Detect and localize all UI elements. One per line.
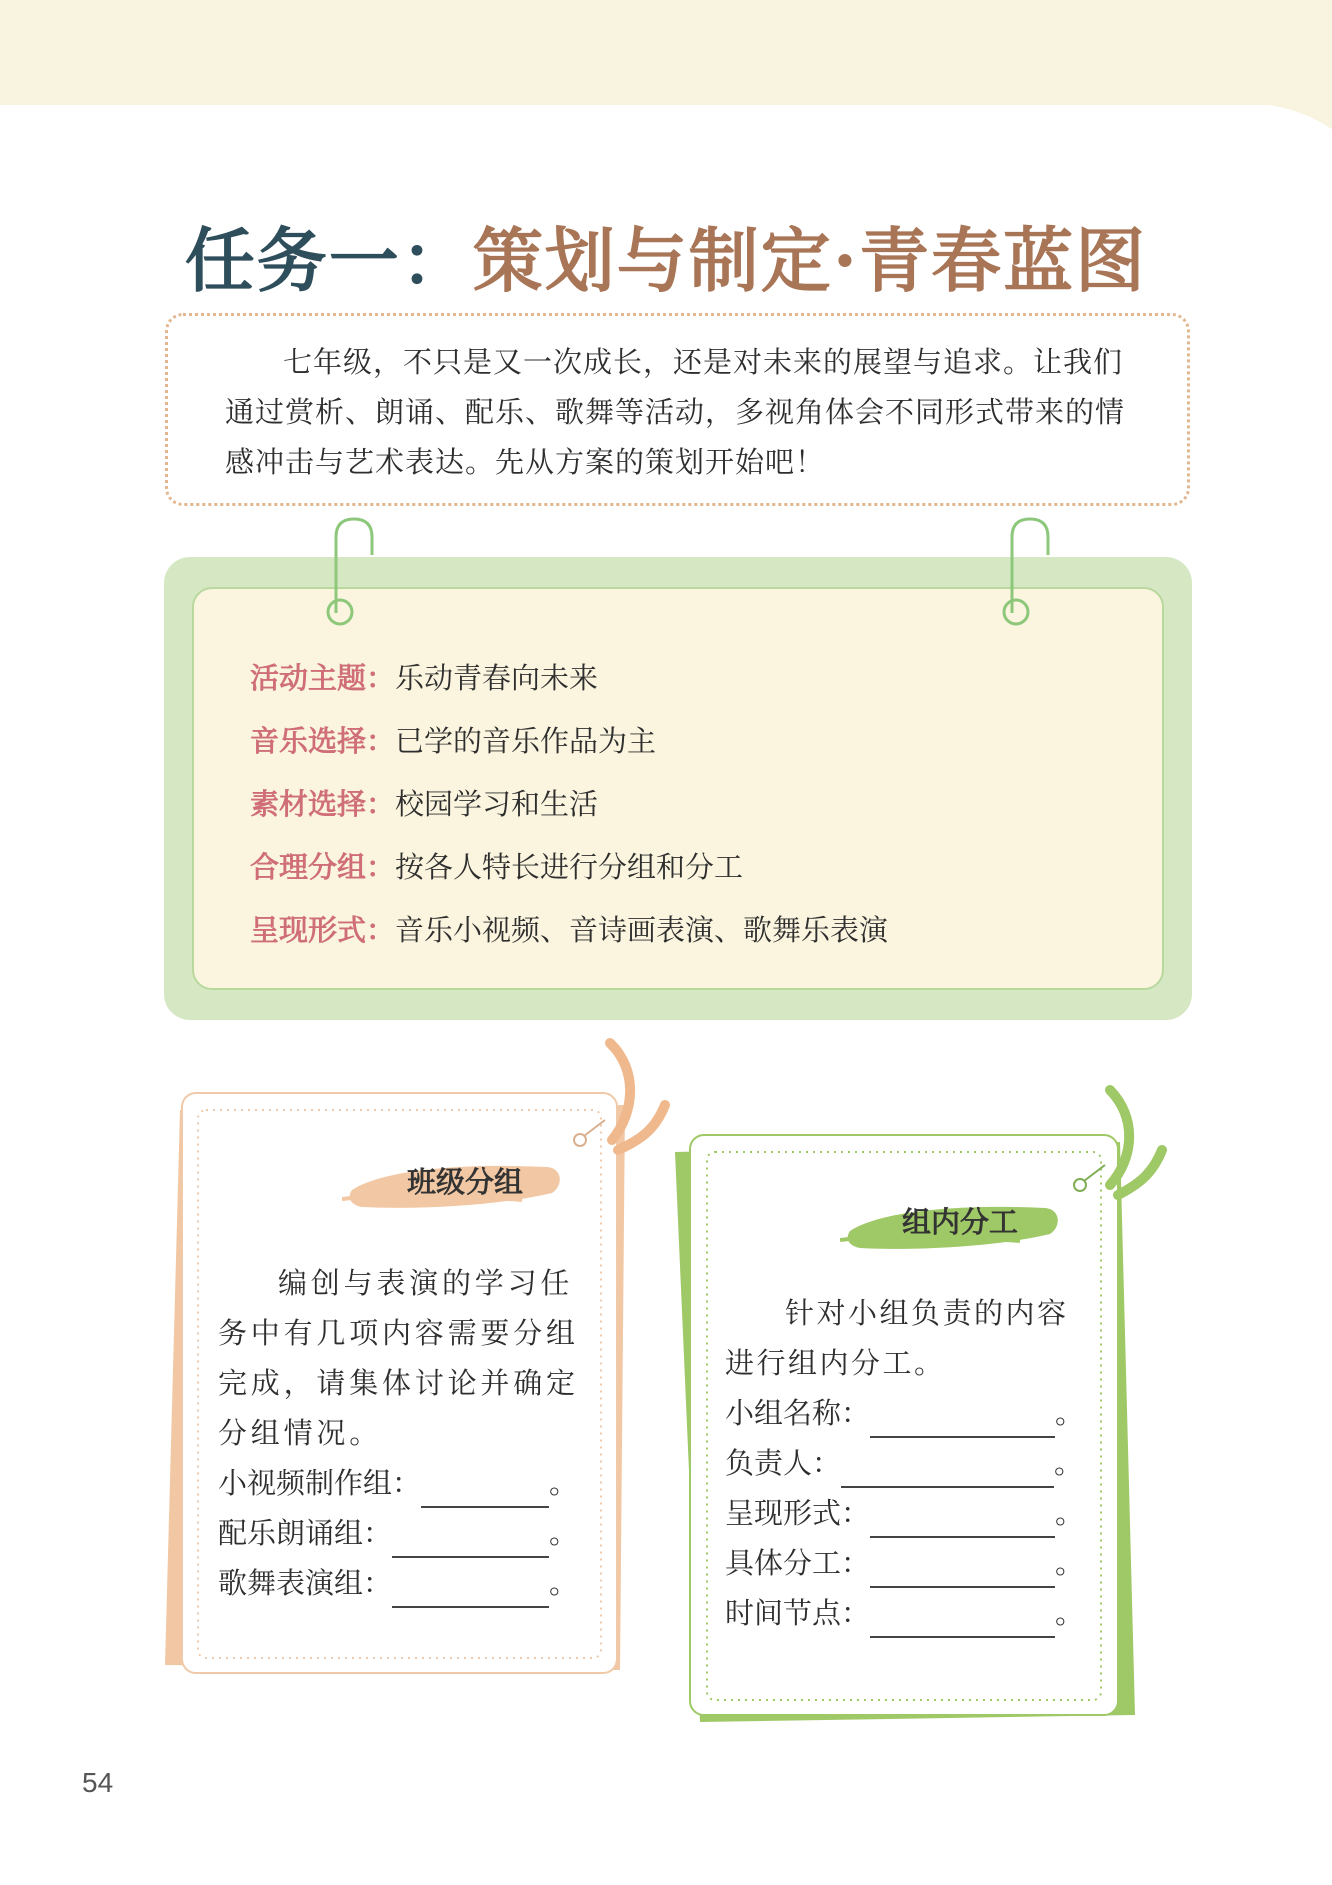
page-number: 54 xyxy=(82,1767,114,1798)
fill-line xyxy=(725,1588,1095,1638)
fill-end: 。 xyxy=(1055,1496,1085,1530)
plan-item-value: 乐动青春向未来 xyxy=(395,661,599,695)
fill-blank[interactable] xyxy=(870,1602,1055,1638)
class-group-heading: 班级分组 xyxy=(406,1165,523,1199)
fill-line xyxy=(725,1538,1095,1588)
fill-line xyxy=(725,1488,1095,1538)
fill-label: 歌舞表演组： xyxy=(218,1566,393,1600)
page-title xyxy=(0,205,1332,306)
fill-line xyxy=(218,1458,588,1508)
fill-blank[interactable] xyxy=(421,1472,549,1508)
intro-text: 七年级，不只是又一次成长，还是对未来的展望与追求。让我们通过赏析、朗诵、配乐、歌舞等活动，多视角体会不同形式带来的情感冲击与艺术表达。先从方案的策划开始吧！ xyxy=(225,345,1126,479)
title-main: 策划与制定·青春蓝图 xyxy=(472,219,1148,302)
fill-label: 小视频制作组： xyxy=(218,1466,422,1500)
division-content xyxy=(725,1288,1095,1638)
title-prefix: 任务一： xyxy=(184,219,473,302)
plan-item-label: 素材选择： xyxy=(250,787,396,821)
fill-label: 配乐朗诵组： xyxy=(218,1516,393,1550)
top-corner-curve xyxy=(1200,0,1332,150)
fill-blank[interactable] xyxy=(870,1402,1055,1438)
fill-line xyxy=(725,1388,1095,1438)
plan-item xyxy=(250,655,888,718)
plan-item-value: 音乐小视频、音诗画表演、歌舞乐表演 xyxy=(395,913,889,947)
plan-item-value: 校园学习和生活 xyxy=(395,787,599,821)
fill-label: 呈现形式： xyxy=(725,1496,871,1530)
plan-item xyxy=(250,844,888,907)
plan-item-label: 呈现形式： xyxy=(250,913,396,947)
division-heading: 组内分工 xyxy=(901,1205,1018,1239)
fill-line xyxy=(725,1438,1095,1488)
fill-end: 。 xyxy=(1054,1446,1084,1480)
fill-label: 具体分工： xyxy=(725,1546,871,1580)
top-decor-band xyxy=(0,0,1332,105)
plan-list xyxy=(250,655,888,970)
division-paragraph: 针对小组负责的内容进行组内分工。 xyxy=(725,1296,1069,1380)
fill-end: 。 xyxy=(549,1566,579,1600)
class-group-content xyxy=(218,1258,588,1608)
fill-line xyxy=(218,1558,588,1608)
fill-blank[interactable] xyxy=(870,1552,1055,1588)
fill-end: 。 xyxy=(1055,1596,1085,1630)
fill-label: 时间节点： xyxy=(725,1596,871,1630)
plan-item-label: 合理分组： xyxy=(250,850,396,884)
fill-end: 。 xyxy=(1055,1396,1085,1430)
plan-item-value: 已学的音乐作品为主 xyxy=(395,724,657,758)
fill-label: 负责人： xyxy=(725,1446,842,1480)
fill-line xyxy=(218,1508,588,1558)
fill-end: 。 xyxy=(1055,1546,1085,1580)
fill-blank[interactable] xyxy=(841,1452,1054,1488)
fill-blank[interactable] xyxy=(392,1572,549,1608)
fill-blank[interactable] xyxy=(870,1502,1055,1538)
fill-label: 小组名称： xyxy=(725,1396,871,1430)
hanging-hooks xyxy=(164,515,1192,635)
fill-blank[interactable] xyxy=(392,1522,549,1558)
plan-item-label: 活动主题： xyxy=(250,661,396,695)
plan-item-label: 音乐选择： xyxy=(250,724,396,758)
plan-item xyxy=(250,718,888,781)
note-cards-decor xyxy=(0,1030,1332,1750)
fill-end: 。 xyxy=(549,1516,579,1550)
fill-end: 。 xyxy=(549,1466,579,1500)
plan-item xyxy=(250,781,888,844)
plan-item-value: 按各人特长进行分组和分工 xyxy=(395,850,744,884)
class-group-paragraph: 编创与表演的学习任务中有几项内容需要分组完成，请集体讨论并确定分组情况。 xyxy=(218,1266,579,1450)
plan-item xyxy=(250,907,888,970)
